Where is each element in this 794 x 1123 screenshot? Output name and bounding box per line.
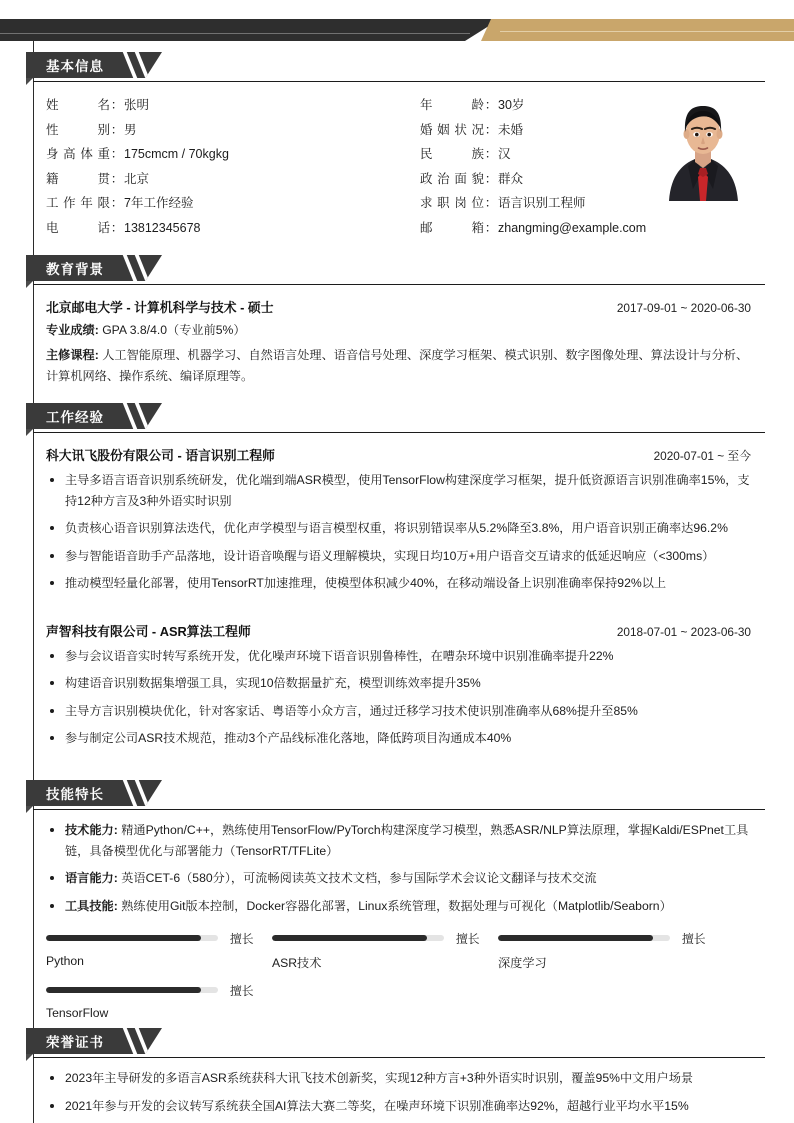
skill-bar-item	[46, 983, 272, 1020]
info-field-gender	[46, 120, 420, 138]
section-honors	[0, 1028, 794, 1123]
info-value: 175cmcm / 70kgkg	[124, 147, 229, 162]
skill-bullet	[46, 820, 751, 861]
info-colon: ：	[110, 98, 124, 113]
work-entry-header	[46, 433, 765, 464]
work-entry-spacer	[46, 601, 765, 609]
skill-bar-item	[272, 931, 498, 971]
section-tag-slant	[116, 780, 162, 806]
info-value: 群众	[498, 171, 524, 186]
skill-name: 深度学习	[498, 956, 547, 970]
work-bullet-list	[46, 640, 765, 749]
profile-photo	[657, 94, 750, 201]
info-label: 身高体重	[46, 147, 110, 162]
tag-stripe-2	[135, 1028, 150, 1054]
education-gpa-value: GPA 3.8/4.0（专业前5%）	[98, 323, 246, 337]
info-colon: ：	[484, 98, 498, 113]
info-value: 北京	[124, 171, 150, 186]
tag-fold-corner	[26, 429, 33, 436]
work-bullet: 负责核心语音识别算法迭代，优化声学模型与语言模型权重，将识别错误率从5.2%降至3.8%，用户语音识别正确率达96.2%	[46, 518, 751, 539]
section-tag-basic-info	[26, 52, 116, 78]
tag-fold-corner	[26, 78, 33, 85]
tag-stripe-1	[123, 255, 138, 281]
section-header-basic-info	[26, 52, 765, 82]
section-work-experience	[0, 403, 794, 756]
skill-bar-track	[498, 935, 670, 941]
education-gpa-line	[46, 316, 765, 341]
section-tag-slant	[116, 255, 162, 281]
info-value: 7年工作经验	[124, 196, 194, 211]
skill-bar-track	[46, 987, 218, 993]
education-courses-line	[46, 341, 765, 387]
section-body-skills	[46, 810, 765, 1032]
info-colon: ：	[110, 171, 124, 186]
info-colon: ：	[484, 147, 498, 162]
skill-level-label: 擅长	[456, 931, 480, 946]
skill-level-label: 擅长	[682, 931, 706, 946]
work-date: 2018-07-01 ~ 2023-06-30	[616, 624, 751, 639]
info-label: 年龄	[420, 98, 484, 113]
info-field-phone	[46, 218, 420, 236]
section-title-work-experience: 工作经验	[46, 410, 104, 425]
education-gpa-label: 专业成绩:	[46, 323, 99, 337]
work-bullet: 参与会议语音实时转写系统开发，优化噪声环境下语音识别鲁棒性，在嘈杂环境中识别准确率提升22%	[46, 646, 751, 667]
work-entry	[46, 609, 765, 749]
skill-label: 工具技能:	[65, 898, 118, 913]
info-value: 13812345678	[124, 220, 201, 235]
skill-bar-item	[46, 931, 272, 971]
info-value: 男	[124, 122, 137, 137]
info-field-work-years	[46, 193, 420, 211]
banner-gold-stripe	[481, 19, 794, 41]
info-label: 电话	[46, 220, 110, 235]
skill-bullet	[46, 896, 751, 917]
skill-bar-fill	[46, 987, 201, 993]
banner-dark-stripe	[0, 19, 500, 41]
work-company-role: 声智科技有限公司 - ASR算法工程师	[46, 623, 251, 639]
work-bullet: 主导多语言语音识别系统研发，优化端到端ASR模型，使用TensorFlow构建深度学习框架，提升低资源语言识别准确率15%，支持12种方言及3种外语实时识别	[46, 470, 751, 511]
skill-bar-track	[272, 935, 444, 941]
section-title-skills: 技能特长	[46, 787, 104, 802]
honor-bullet: 2023年主导研发的多语言ASR系统获科大讯飞技术创新奖，实现12种方言+3种外语实时识别，覆盖95%中文用户场景	[46, 1068, 751, 1089]
skill-label: 技术能力:	[65, 823, 118, 837]
profile-photo-illustration	[657, 94, 750, 201]
top-decorative-banner	[0, 19, 794, 41]
tag-stripe-2	[135, 403, 150, 429]
info-colon: ：	[484, 122, 498, 137]
skill-bar-item	[498, 931, 724, 971]
info-colon: ：	[484, 196, 498, 211]
skill-text: 熟练使用Git版本控制，Docker容器化部署，Linux系统管理，数据处理与可视化（Matplotlib/Seaborn）	[117, 898, 672, 913]
basic-info-grid	[46, 82, 765, 239]
info-colon: ：	[484, 220, 498, 235]
skill-bar-track	[46, 935, 218, 941]
work-bullet: 构建语音识别数据集增强工具，实现10倍数据量扩充，模型训练效率提升35%	[46, 673, 751, 694]
section-body-work-experience	[46, 433, 765, 749]
info-label: 邮箱	[420, 220, 484, 235]
section-tag-slant	[116, 403, 162, 429]
education-title: 北京邮电大学 - 计算机科学与技术 - 硕士	[46, 300, 274, 315]
education-date: 2017-09-01 ~ 2020-06-30	[616, 301, 751, 315]
skill-level-label: 擅长	[230, 931, 254, 946]
info-label: 籍贯	[46, 171, 110, 186]
education-courses-label: 主修课程:	[46, 348, 99, 362]
info-row	[46, 215, 765, 240]
info-label: 性别	[46, 122, 110, 137]
work-date: 2020-07-01 ~ 至今	[653, 449, 751, 463]
info-colon: ：	[110, 122, 124, 137]
tag-stripe-1	[123, 403, 138, 429]
section-basic-info	[0, 52, 794, 239]
section-tag-honors	[26, 1028, 116, 1054]
skill-bar-row	[498, 931, 724, 945]
info-colon: ：	[110, 196, 124, 211]
education-courses-value: 人工智能原理、机器学习、自然语言处理、语音信号处理、深度学习框架、模式识别、数字图像处理、算法设计与分析、计算机网络、操作系统、编译原理等。	[46, 348, 749, 383]
honors-bullet-list	[46, 1058, 765, 1116]
work-entry	[46, 433, 765, 594]
info-field-height-weight	[46, 144, 420, 162]
education-entry-header	[46, 285, 765, 316]
section-header-education	[26, 255, 765, 285]
info-label: 求职岗位	[420, 196, 484, 211]
skill-level-label: 擅长	[230, 983, 254, 998]
info-value: 30岁	[498, 98, 525, 113]
skill-bullet	[46, 868, 751, 889]
info-value: 未婚	[498, 122, 524, 137]
skills-bullet-list	[46, 810, 765, 916]
tag-fold-corner	[26, 281, 33, 288]
section-tag-slant	[116, 52, 162, 78]
info-field-name	[46, 95, 420, 113]
tag-stripe-1	[123, 780, 138, 806]
tag-stripe-2	[135, 780, 150, 806]
tag-stripe-2	[135, 52, 150, 78]
skill-text: 英语CET-6（580分），可流畅阅读英文技术文档，参与国际学术会议论文翻译与技术交流	[117, 871, 597, 885]
tag-stripe-1	[123, 1028, 138, 1054]
info-label: 姓名	[46, 98, 110, 113]
tag-stripe-2	[135, 255, 150, 281]
section-tag-skills	[26, 780, 116, 806]
tag-stripe-1	[123, 52, 138, 78]
section-header-skills	[26, 780, 765, 810]
section-tag-education	[26, 255, 116, 281]
info-field-hometown	[46, 169, 420, 187]
section-education	[0, 255, 794, 387]
info-label: 政治面貌	[420, 171, 484, 186]
info-field-email	[420, 218, 720, 236]
info-colon: ：	[110, 220, 124, 235]
tag-fold-corner	[26, 1054, 33, 1061]
section-body-basic-info	[46, 82, 765, 239]
skill-bar-fill	[498, 935, 653, 941]
skill-bar-fill	[46, 935, 201, 941]
work-bullet: 推动模型轻量化部署，使用TensorRT加速推理，使模型体积减少40%，在移动端设备上识别准确率保持92%以上	[46, 573, 751, 594]
work-bullet: 主导方言识别模块优化，针对客家话、粤语等小众方言，通过迁移学习技术使识别准确率从68%提升至85%	[46, 701, 751, 722]
info-label: 婚姻状况	[420, 122, 484, 137]
section-tag-work-experience	[26, 403, 116, 429]
skill-name: TensorFlow	[46, 1006, 109, 1020]
work-bullet: 参与智能语音助手产品落地，设计语音唤醒与语义理解模块，实现日均10万+用户语音交互请求的低延迟响应（<300ms）	[46, 546, 751, 567]
work-company-role: 科大讯飞股份有限公司 - 语言识别工程师	[46, 448, 275, 463]
skill-label: 语言能力:	[65, 871, 118, 885]
skill-bar-row	[272, 931, 498, 945]
info-value: 汉	[498, 147, 511, 162]
skill-bar-group	[46, 923, 765, 1032]
section-title-basic-info: 基本信息	[46, 59, 104, 74]
info-colon: ：	[484, 171, 498, 186]
info-value: zhangming@example.com	[498, 220, 647, 235]
section-skills	[0, 780, 794, 1032]
skill-text: 精通Python/C++，熟练使用TensorFlow/PyTorch构建深度学习模型，熟悉ASR/NLP算法原理，掌握Kaldi/ESPnet工具链，具备模型优化与部署能力（TensorRT/TFLite）	[65, 823, 749, 858]
skill-bar-row	[46, 931, 272, 945]
honor-bullet: 2021年参与开发的会议转写系统获全国AI算法大赛二等奖，在噪声环境下识别准确率达92%，超越行业平均水平15%	[46, 1096, 751, 1117]
skill-name: Python	[46, 954, 84, 968]
work-entry-header	[46, 609, 765, 640]
info-colon: ：	[110, 147, 124, 162]
info-label: 民族	[420, 147, 484, 162]
skill-bar-row	[46, 983, 272, 997]
section-title-education: 教育背景	[46, 262, 104, 277]
work-bullet: 参与制定公司ASR技术规范，推动3个产品线标准化落地，降低跨项目沟通成本40%	[46, 728, 751, 749]
skill-bar-fill	[272, 935, 427, 941]
section-header-work-experience	[26, 403, 765, 433]
tag-fold-corner	[26, 806, 33, 813]
banner-gold-inner-line	[500, 31, 794, 32]
section-body-honors	[46, 1058, 765, 1116]
section-title-honors: 荣誉证书	[46, 1035, 104, 1050]
skill-name: ASR技术	[272, 956, 322, 970]
section-header-honors	[26, 1028, 765, 1058]
section-body-education	[46, 285, 765, 387]
work-bullet-list	[46, 464, 765, 594]
section-tag-slant	[116, 1028, 162, 1054]
banner-dark-inner-line	[0, 33, 470, 34]
info-value: 语言识别工程师	[498, 196, 586, 211]
info-value: 张明	[124, 98, 150, 113]
info-label: 工作年限	[46, 196, 110, 211]
